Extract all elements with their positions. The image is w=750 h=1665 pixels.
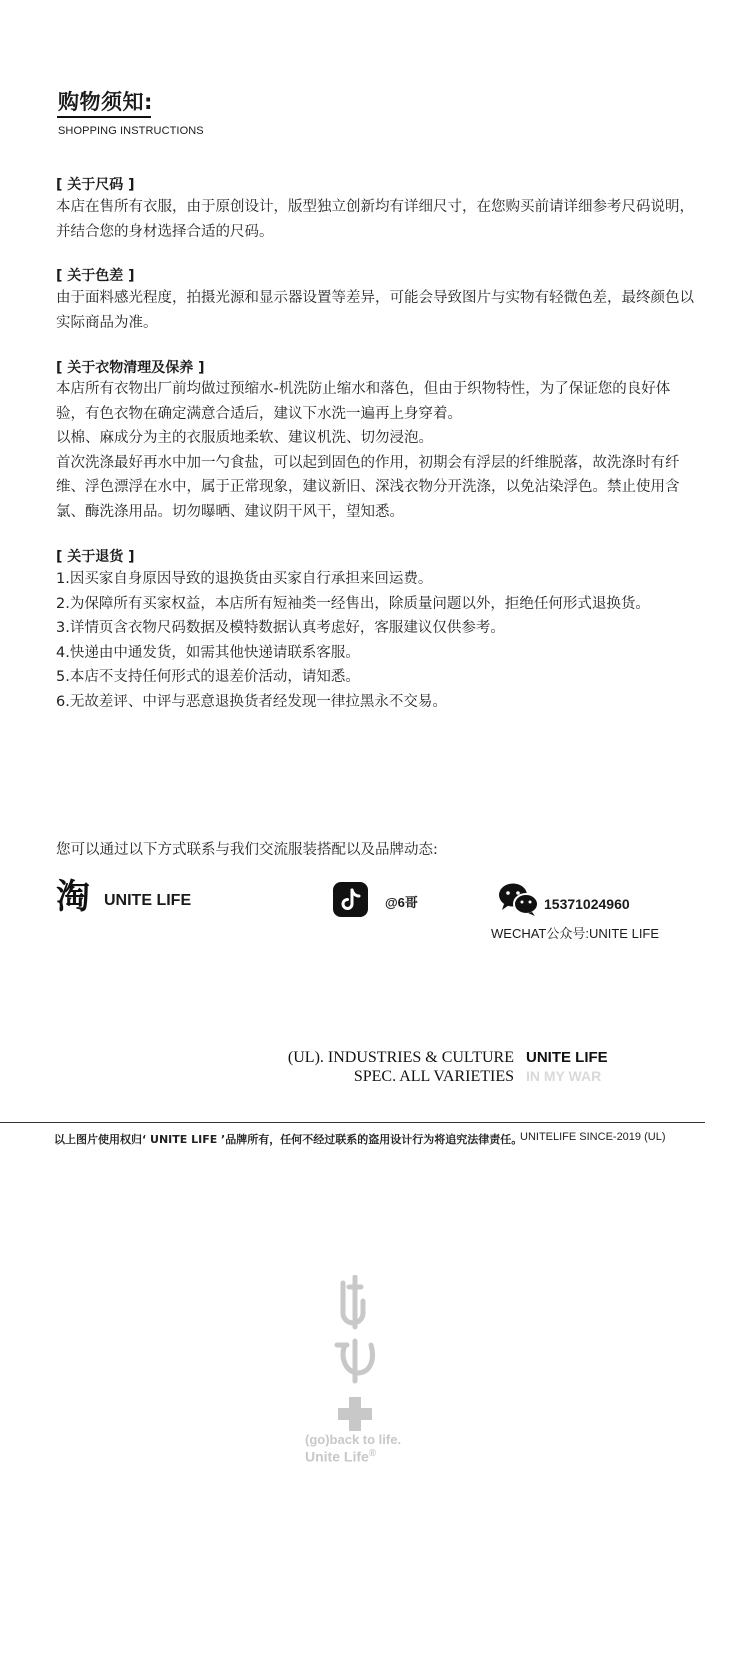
taobao-icon: 淘 [56,877,90,917]
section-body-size [56,195,696,244]
registered-mark: ® [368,1448,377,1459]
section-heading-care: [ 关于衣物清理及保养 ] [56,360,205,376]
list-item: 6.无故差评、中评与恶意退换货者经发现一律拉黑永不交易。 [56,693,447,710]
since-label: UNITELIFE SINCE-2019 (UL) [520,1131,666,1143]
list-item: 2.为保障所有买家权益，本店所有短袖类一经售出，除质量问题以外，拒绝任何形式退换货。 [56,595,650,612]
tagline-brand: UNITE LIFE [526,1049,608,1066]
tagline-industries: (UL). INDUSTRIES & CULTURE [287,1049,514,1066]
copyright-notice: 以上图片使用权归‘ UNITE LIFE ’品牌所有，任何不经过联系的盗用设计行为将追究法律责任。 [54,1133,523,1146]
tiktok-icon [333,882,368,917]
logo-tagline: (go)back to life. [305,1432,402,1447]
title-underline [57,116,151,118]
douyin-handle: @6哥 [385,895,418,910]
wechat-phone: 15371024960 [544,896,630,912]
paragraph: 首次洗涤最好再水中加一勺食盐，可以起到固色的作用，初期会有浮层的纤维脱落，故洗涤时有纤维、浮色漂浮在水中，属于正常现象，建议新旧、深浅衣物分开洗涤，以免沾染浮色。禁止使用含氯、酶洗涤用品。切勿曝晒、建议阴干风干，望知悉。 [56,454,680,520]
paragraph: 由于面料感光程度，拍摄光源和显示器设置等差异，可能会导致图片与实物有轻微色差，最终颜色以实际商品为准。 [56,290,694,331]
list-item: 4.快递由中通发货，如需其他快递请联系客服。 [56,644,360,661]
page-title: 购物须知: [58,90,153,114]
section-body-color [56,286,696,335]
paragraph: 本店在售所有衣服，由于原创设计，版型独立创新均有详细尺寸，在您购买前请详细参考尺码说明，并结合您的身材选择合适的尺码。 [56,199,694,240]
logo-brand-name [305,1448,376,1465]
list-item: 3.详情页含衣物尺码数据及模特数据认真考虑好，客服建议仅供参考。 [56,620,505,636]
paragraph: 本店所有衣物出厂前均做过预缩水-机洗防止缩水和落色，但由于织物特性，为了保证您的良好体验，有色衣物在确定满意合适后，建议下水洗一遍再上身穿着。 [56,381,671,422]
brand-logo-mark [325,1275,385,1455]
paragraph: 以棉、麻成分为主的衣服质地柔软、建议机洗、切勿浸泡。 [56,430,433,446]
tagline-line2 [0,1068,618,1086]
section-heading-color: [ 关于色差 ] [56,268,135,284]
taobao-label: UNITE LIFE [104,892,192,909]
contact-douyin[interactable] [333,882,418,917]
section-body-care [56,377,696,524]
section-body-returns [56,567,696,714]
tagline-line1 [0,1049,618,1067]
section-heading-returns: [ 关于退货 ] [56,549,135,565]
page-subtitle: SHOPPING INSTRUCTIONS [58,125,204,137]
tagline-spec: SPEC. ALL VARIETIES [353,1068,514,1085]
list-item: 1.因买家自身原因导致的退换货由买家自行承担来回运费。 [56,571,433,587]
contact-taobao[interactable] [56,877,192,917]
footer-divider [0,1122,705,1123]
logo-brand-text: Unite Life [305,1448,369,1465]
contact-intro: 您可以通过以下方式联系与我们交流服装搭配以及品牌动态: [56,842,438,858]
tagline-motto: IN MY WAR [526,1068,602,1084]
contact-wechat[interactable] [498,882,630,916]
wechat-account: WECHAT公众号:UNITE LIFE [491,926,660,941]
wechat-icon [498,882,540,916]
section-heading-size: [ 关于尺码 ] [56,177,135,193]
list-item: 5.本店不支持任何形式的退差价活动，请知悉。 [56,669,360,685]
